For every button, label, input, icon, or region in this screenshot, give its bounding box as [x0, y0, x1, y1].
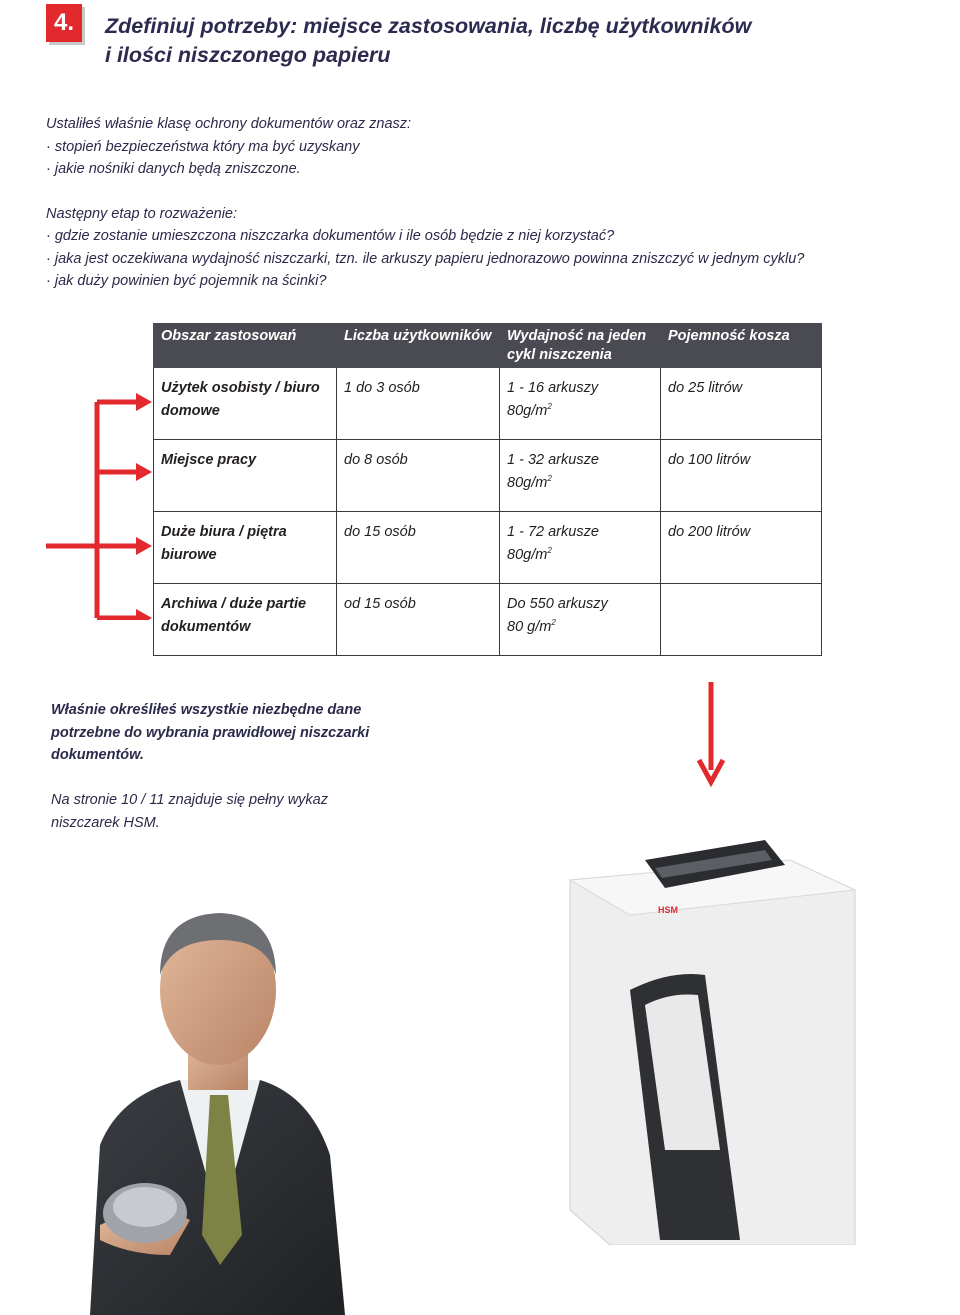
capacity-value: 1 - 16 arkuszy	[507, 380, 599, 396]
cell-bin: do 200 litrów	[661, 512, 822, 584]
intro-bullet: · gdzie zostanie umieszczona niszczarka dokumentów i ile osób będzie z niej korzystać?	[46, 228, 615, 244]
cell-area: Duże biura / piętra biurowe	[154, 512, 337, 584]
businessman-photo	[60, 895, 370, 1315]
cell-bin: do 100 litrów	[661, 440, 822, 512]
capacity-value: Do 550 arkuszy	[507, 596, 608, 612]
cell-users: 1 do 3 osób	[337, 368, 500, 440]
down-arrow-icon	[696, 680, 726, 790]
cell-users: od 15 osób	[337, 584, 500, 656]
intro-lead-2: Następny etap to rozważenie:	[46, 205, 238, 222]
cell-area: Użytek osobisty / biuro domowe	[154, 368, 337, 440]
paper-weight-exp: 2	[547, 545, 552, 555]
cell-bin: do 25 litrów	[661, 368, 822, 440]
capacity-value: 1 - 32 arkusze	[507, 452, 599, 468]
paper-weight-exp: 2	[547, 401, 552, 411]
page-title	[105, 12, 925, 70]
paper-weight: 80g/m	[507, 402, 548, 419]
intro-lead-1: Ustaliłeś właśnie klasę ochrony dokumentów oraz znasz:	[46, 116, 412, 132]
header-capacity: Wydajność na jeden cykl niszczenia	[500, 324, 661, 368]
table-row	[154, 584, 822, 656]
paper-weight-exp: 2	[551, 617, 556, 627]
cell-users: do 15 osób	[337, 512, 500, 584]
header-bin: Pojemność kosza	[661, 324, 822, 368]
cell-capacity	[500, 584, 661, 656]
title-line-1: Zdefiniuj potrzeby: miejsce zastosowania, liczbę użytkowników	[105, 14, 752, 38]
paper-weight: 80g/m	[507, 546, 548, 563]
shredder-photo	[560, 820, 860, 1245]
cell-capacity	[500, 440, 661, 512]
table-header-row	[154, 324, 822, 368]
shredder-brand-logo: HSM	[658, 905, 678, 915]
cell-bin	[661, 584, 822, 656]
intro-bullet: · jakie nośniki danych będą zniszczone.	[46, 161, 301, 177]
category-arrows-icon	[40, 380, 155, 620]
cell-area: Archiwa / duże partie dokumentów	[154, 584, 337, 656]
intro-bullet: · jaka jest oczekiwana wydajność niszczarki, tzn. ile arkuszy papieru jednorazowo powinna zniszczyć w jednym cyklu?	[46, 250, 805, 267]
intro-text	[46, 113, 906, 293]
catalog-note: Na stronie 10 / 11 znajduje się pełny wykaz niszczarek HSM.	[51, 792, 328, 831]
table-row	[154, 440, 822, 512]
cell-area: Miejsce pracy	[154, 440, 337, 512]
paper-weight: 80g/m	[507, 474, 548, 491]
table-row	[154, 512, 822, 584]
cell-users: do 8 osób	[337, 440, 500, 512]
table-row	[154, 368, 822, 440]
cell-capacity	[500, 368, 661, 440]
title-line-2: i ilości niszczonego papieru	[105, 43, 391, 67]
paper-weight-exp: 2	[547, 473, 552, 483]
capacity-value: 1 - 72 arkusze	[507, 524, 599, 540]
cell-capacity	[500, 512, 661, 584]
paper-weight: 80 g/m	[507, 618, 552, 635]
header-users: Liczba użytkowników	[337, 324, 500, 368]
intro-bullet: · stopień bezpieczeństwa który ma być uzyskany	[46, 138, 360, 155]
intro-bullet: · jak duży powinien być pojemnik na ścinki?	[46, 273, 327, 289]
requirements-table	[153, 323, 822, 656]
step-number-badge: 4.	[46, 4, 82, 42]
summary-text: Właśnie określiłeś wszystkie niezbędne dane potrzebne do wybrania prawidłowej niszczarki dokumentów.	[51, 702, 370, 763]
header-area: Obszar zastosowań	[154, 324, 337, 368]
